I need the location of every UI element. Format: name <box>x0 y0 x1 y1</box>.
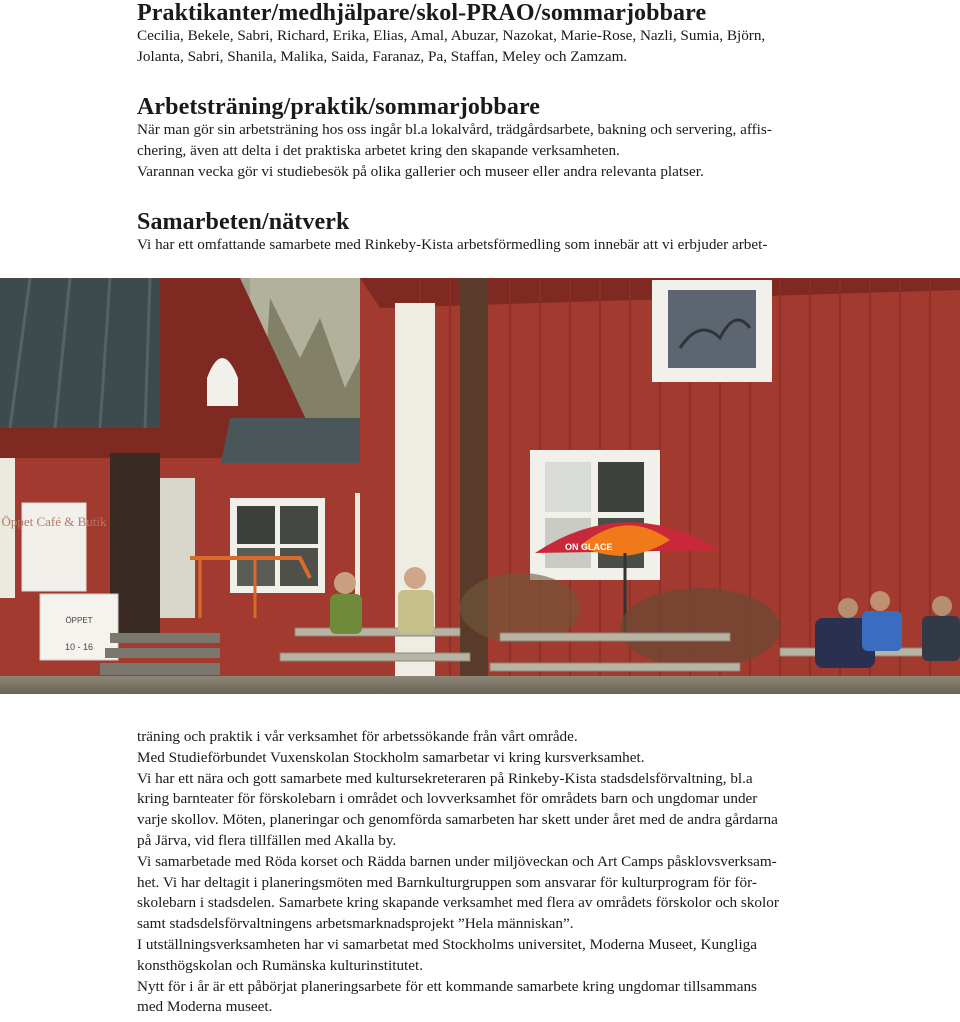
text-line: I utställningsverksamheten har vi samarbetat med Stockholms universitet, Moderna Museet, Kungliga <box>137 935 758 953</box>
text-line: träning och praktik i vår verksamhet för arbetssökande från vårt område. <box>137 728 578 745</box>
text-line: När man gör sin arbetsträning hos oss ingår bl.a lokalvård, trädgårdsarbete, bakning och servering, affis- <box>137 121 772 138</box>
text-line: Med Studieförbundet Vuxenskolan Stockholm samarbetar vi kring kursverksamhet. <box>137 748 645 766</box>
photo-cafe-buildings <box>0 278 960 694</box>
text-line: på Järva, vid flera tillfällen med Akalla by. <box>137 831 397 849</box>
heading-praktikanter: Praktikanter/medhjälpare/skol-PRAO/sommarjobbare <box>137 0 707 26</box>
section-samarbeten-continued <box>137 727 893 1018</box>
text-line: Vi har ett omfattande samarbete med Rinkeby-Kista arbetsförmedling som innebär att vi erbjuder arbet- <box>137 236 768 253</box>
sign-hours-text: 10 - 16 <box>64 642 94 652</box>
text-line: chering, även att delta i det praktiska arbetet kring den skapande verksamheten. <box>137 141 620 159</box>
sign-oppet-text: ÖPPET <box>65 616 93 625</box>
umbrella-text: ON GLACE <box>565 542 613 552</box>
text-line: Vi har ett nära och gott samarbete med kultursekreteraren på Rinkeby-Kista stadsdelsförvaltning, bl.a <box>137 769 753 787</box>
heading-arbetstraning: Arbetsträning/praktik/sommarjobbare <box>137 94 541 120</box>
text-line: het. Vi har deltagit i planeringsmöten med Barnkulturgruppen som ansvarar för kulturprogram för för- <box>137 873 757 891</box>
section-samarbeten <box>137 209 893 256</box>
text-line: samt stadsdelsförvaltningens arbetsmarknadsprojekt ”Hela människan”. <box>137 915 574 933</box>
heading-samarbeten: Samarbeten/nätverk <box>137 209 350 235</box>
text-line: Jolanta, Sabri, Shanila, Malika, Saida, Faranaz, Pa, Staffan, Meley och Zamzam. <box>137 47 628 65</box>
text-line: med Moderna museet. <box>137 998 273 1016</box>
text-line: konsthögskolan och Rumänska kulturinstitutet. <box>137 956 424 974</box>
text-line: Varannan vecka gör vi studiebesök på olika gallerier och museer eller andra relevanta platser. <box>137 162 704 180</box>
text-line: skolebarn i stadsdelen. Samarbete kring skapande verksamhet med flera av områdets förskolor och skolor <box>137 894 779 912</box>
section-arbetstraning <box>137 94 893 182</box>
text-line: kring barnteater för förskolebarn i området och lovverksamhet för områdets barn och ungdomar under <box>137 790 758 808</box>
text-line: Cecilia, Bekele, Sabri, Richard, Erika, Elias, Amal, Abuzar, Nazokat, Marie-Rose, Nazli, Sumia, Björn, <box>137 27 766 44</box>
text-line: Vi samarbetade med Röda korset och Rädda barnen under miljöveckan och Art Camps påsklovsverksam- <box>137 852 777 870</box>
section-praktikanter <box>137 0 893 68</box>
sign-cafe-text: Öppet Café & Butik <box>1 514 107 529</box>
text-line: Nytt för i år är ett påbörjat planeringsarbete för ett kommande samarbete kring ungdomar tillsammans <box>137 977 757 995</box>
text-line: varje skollov. Möten, planeringar och genomförda samarbeten har skett under året med de andra gårdarna <box>137 811 778 829</box>
